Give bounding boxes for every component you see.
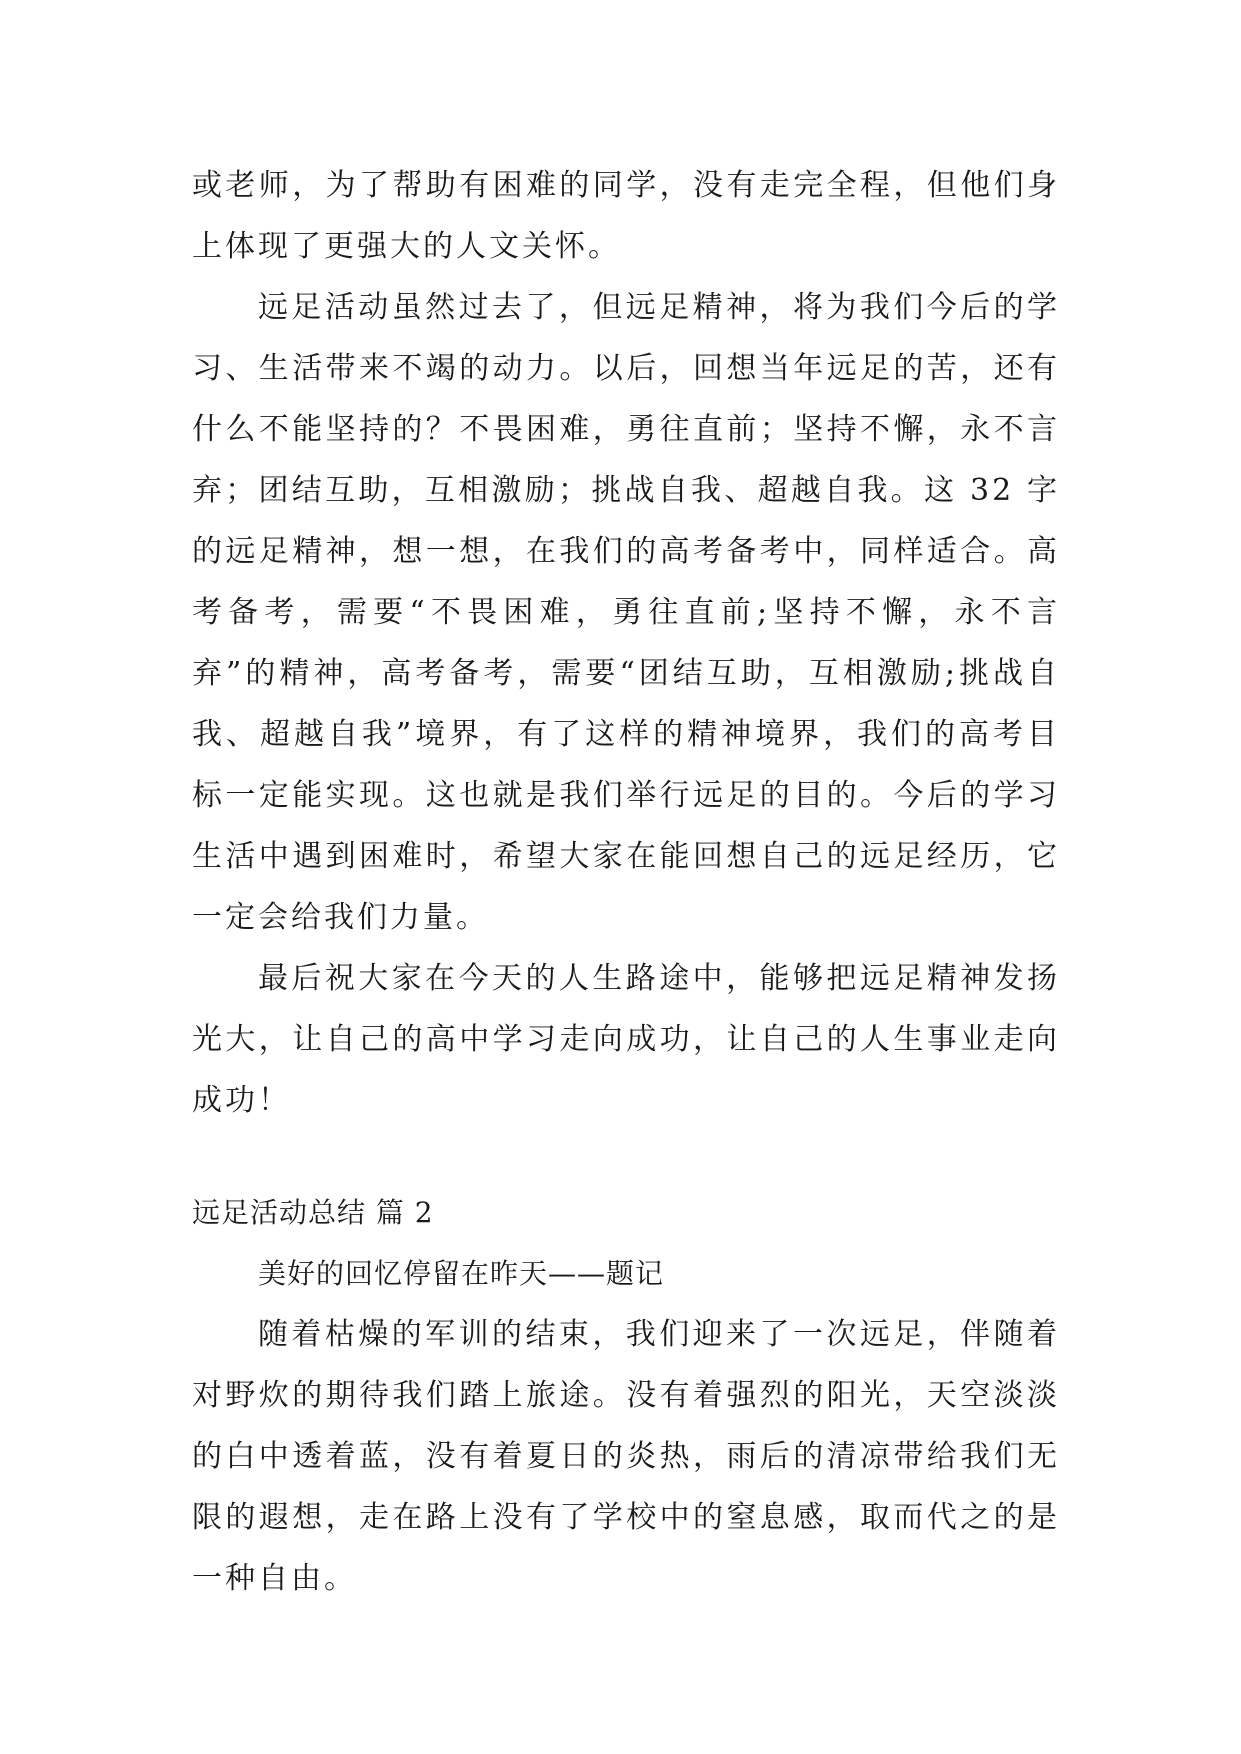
document-body [192,155,1060,1609]
epigraph: 美好的回忆停留在昨天——题记 [258,1257,665,1290]
section-spacer [192,1131,1060,1182]
section-title: 远足活动总结 篇 2 [192,1196,434,1229]
paragraph-continuation: 或老师，为了帮助有困难的同学，没有走完全程，但他们身上体现了更强大的人文关怀。 [192,168,1060,264]
paragraph-spirit: 远足活动虽然过去了，但远足精神，将为我们今后的学习、生活带来不竭的动力。以后，回想当年远足的苦，还有什么不能坚持的？不畏困难，勇往直前；坚持不懈，永不言弃；团结互助，互相激励；挑战自我、超越自我。这 32 字的远足精神，想一想，在我们的高考备考中，同样适合。高考备考，需要“不畏困难，勇往直前;坚持不懈，永不言弃”的精神，高考备考，需要“团结互助，互相激励;挑战自我、超越自我”境界，有了这样的精神境界，我们的高考目标一定能实现。这也就是我们举行远足的目的。今后的学习生活中遇到困难时，希望大家在能回想自己的远足经历，它一定会给我们力量。 [192,290,1060,935]
paragraph-closing: 最后祝大家在今天的人生路途中，能够把远足精神发扬光大，让自己的高中学习走向成功，让自己的人生事业走向成功！ [192,961,1060,1118]
paragraph-intro: 随着枯燥的军训的结束，我们迎来了一次远足，伴随着对野炊的期待我们踏上旅途。没有着强烈的阳光，天空淡淡的白中透着蓝，没有着夏日的炎热，雨后的清凉带给我们无限的遐想，走在路上没有了学校中的窒息感，取而代之的是一种自由。 [192,1317,1060,1596]
